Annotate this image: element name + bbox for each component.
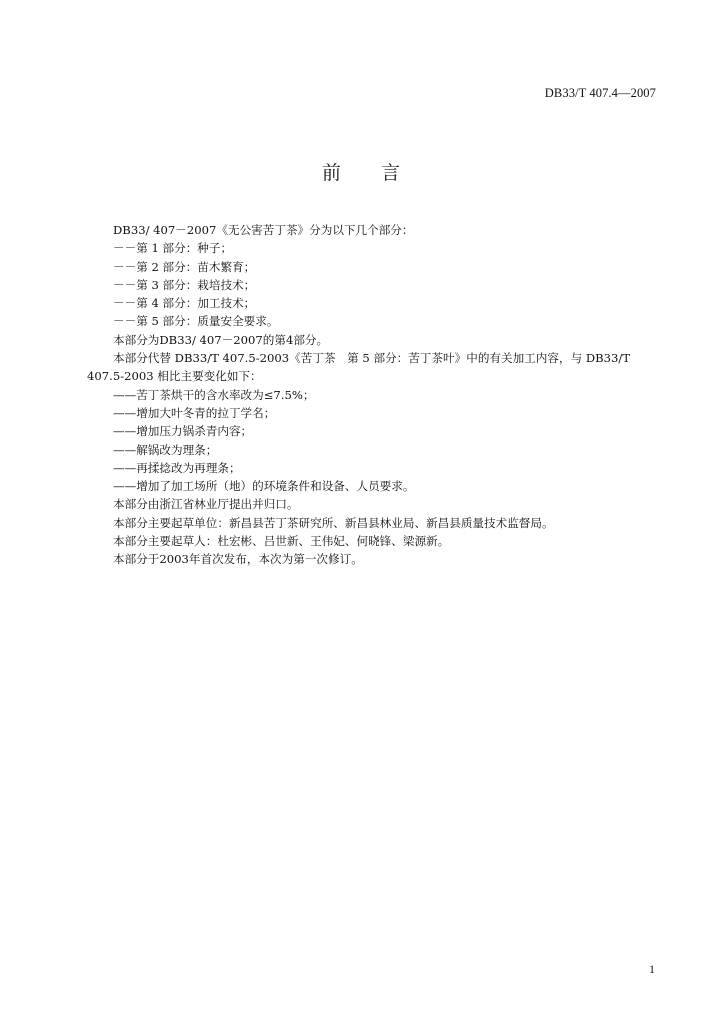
list-item: ——增加压力锅杀青内容； [113,424,253,439]
paragraph-continuation: 407.5-2003 相比主要变化如下： [87,369,262,384]
paragraph: 本部分主要起草单位：新昌县苦丁茶研究所、新昌县林业局、新昌县质量技术监督局。 [113,515,554,530]
page-number: 1 [649,962,655,976]
list-item: －－第 3 部分：栽培技术； [113,277,256,292]
title-char-1: 前 [321,162,343,184]
list-item: ——解锅改为理条； [113,442,218,457]
foreword-body [87,221,647,569]
page-title [0,158,724,185]
list-item: ——增加大叶冬青的拉丁学名； [113,405,276,420]
paragraph-first-line: 本部分代替 DB33/T 407.5-2003《苦丁茶 第 5 部分：苦丁茶叶》中的有关加工内容，与 DB33/T [113,351,631,366]
list-item: －－第 5 部分：质量安全要求。 [113,314,279,329]
list-item: ——再揉捻改为再理条； [113,460,241,475]
title-char-2: 言 [381,162,403,184]
paragraph: 本部分由浙江省林业厅提出并归口。 [113,497,299,512]
paragraph: 本部分为DB33/ 407－2007的第4部分。 [113,332,329,347]
list-item: －－第 1 部分：种子； [113,241,233,256]
list-item: －－第 2 部分：苗木繁育； [113,259,256,274]
list-item: ——增加了加工场所（地）的环境条件和设备、人员要求。 [113,479,415,494]
paragraph: 本部分主要起草人：杜宏彬、吕世新、王伟妃、何晓锋、梁源新。 [113,534,450,549]
paragraph: DB33/ 407－2007《无公害苦丁茶》分为以下几个部分： [113,223,414,237]
list-item: ——苦丁茶烘干的含水率改为≤7.5%； [113,387,315,402]
list-item: －－第 4 部分：加工技术； [113,296,256,311]
standard-code: DB33/T 407.4—2007 [544,86,656,100]
paragraph: 本部分于2003年首次发布，本次为第一次修订。 [113,552,363,567]
